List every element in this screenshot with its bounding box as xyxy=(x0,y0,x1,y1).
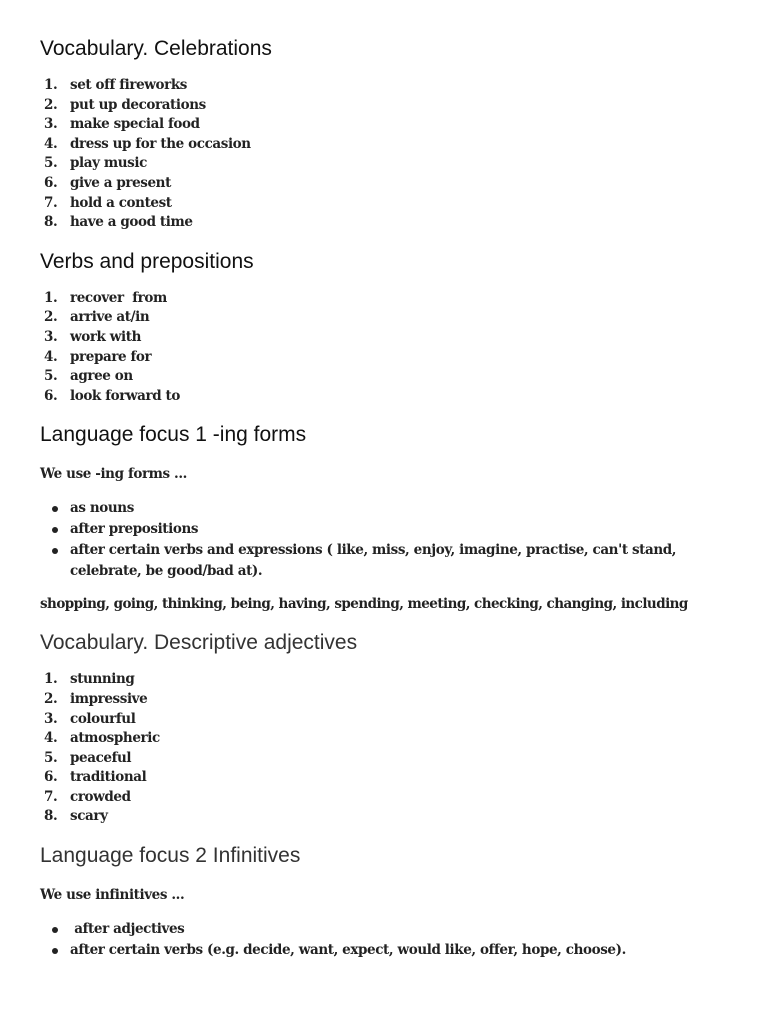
item-text: atmospheric xyxy=(70,730,160,747)
list-item xyxy=(40,76,728,96)
item-text: scary xyxy=(70,808,108,825)
list-item xyxy=(40,729,728,749)
infinitives-intro: We use infinitives ... xyxy=(40,887,185,904)
item-text: peaceful xyxy=(70,749,132,766)
item-number: 7. xyxy=(44,788,58,805)
section-title-celebrations: Vocabulary. Celebrations xyxy=(40,37,272,60)
item-number: 3. xyxy=(44,116,58,133)
item-text: hold a contest xyxy=(70,194,172,211)
list-item xyxy=(40,710,728,730)
item-number: 3. xyxy=(44,328,58,345)
item-text: dress up for the occasion xyxy=(70,135,251,152)
item-text: give a present xyxy=(70,174,171,191)
item-number: 6. xyxy=(44,174,58,191)
item-number: 7. xyxy=(44,194,58,211)
item-text: traditional xyxy=(70,769,147,786)
ing-bullet-list xyxy=(40,498,728,582)
list-item xyxy=(40,690,728,710)
list-item xyxy=(40,96,728,116)
bullet-item xyxy=(40,919,728,940)
verbs-list xyxy=(40,289,728,407)
item-text: prepare for xyxy=(70,348,152,365)
list-item xyxy=(40,289,728,309)
item-text: agree on xyxy=(70,368,133,385)
list-item xyxy=(40,115,728,135)
item-number: 5. xyxy=(44,155,58,172)
list-item xyxy=(40,308,728,328)
bullet-text: after prepositions xyxy=(70,521,199,538)
item-number: 4. xyxy=(44,348,58,365)
bullet-item xyxy=(40,498,728,519)
bullet-dot xyxy=(52,927,58,933)
list-item xyxy=(40,135,728,155)
adjectives-list xyxy=(40,670,728,827)
list-item xyxy=(40,348,728,368)
ing-examples: shopping, going, thinking, being, having, spending, meeting, checking, changing, including xyxy=(40,596,688,613)
list-item xyxy=(40,768,728,788)
list-item xyxy=(40,749,728,769)
item-number: 6. xyxy=(44,769,58,786)
item-text: crowded xyxy=(70,788,131,805)
celebrations-list xyxy=(40,76,728,233)
infinitives-bullet-list xyxy=(40,919,728,961)
item-text: play music xyxy=(70,155,147,172)
item-number: 5. xyxy=(44,749,58,766)
list-item xyxy=(40,807,728,827)
item-text: colourful xyxy=(70,710,136,727)
item-text: recover from xyxy=(70,289,167,306)
item-text: have a good time xyxy=(70,214,193,231)
item-text: stunning xyxy=(70,671,135,688)
item-number: 4. xyxy=(44,135,58,152)
bullet-text: as nouns xyxy=(70,500,134,517)
bullet-text: after certain verbs and expressions ( like, miss, enjoy, imagine, practise, can't stand, celebrate, be good/bad at). xyxy=(70,542,677,580)
list-item xyxy=(40,670,728,690)
item-number: 5. xyxy=(44,368,58,385)
item-text: set off fireworks xyxy=(70,77,187,93)
bullet-item xyxy=(40,519,728,540)
list-item xyxy=(40,387,728,407)
list-item xyxy=(40,367,728,387)
item-number: 3. xyxy=(44,710,58,727)
item-number: 4. xyxy=(44,730,58,747)
item-number: 1. xyxy=(44,671,58,688)
bullet-text: after certain verbs (e.g. decide, want, expect, would like, offer, hope, choose). xyxy=(70,942,626,959)
item-text: put up decorations xyxy=(70,96,206,113)
item-number: 8. xyxy=(44,214,58,231)
item-text: arrive at/in xyxy=(70,309,150,326)
section-title-adjectives: Vocabulary. Descriptive adjectives xyxy=(40,631,358,655)
section-title-verbs: Verbs and prepositions xyxy=(40,249,254,273)
list-item xyxy=(40,213,728,233)
item-text: make special food xyxy=(70,116,200,133)
bullet-dot xyxy=(52,506,58,512)
bullet-text: after adjectives xyxy=(70,921,185,938)
item-number: 2. xyxy=(44,690,58,707)
item-text: work with xyxy=(70,328,141,345)
list-item xyxy=(40,788,728,808)
section-title-ing-forms: Language focus 1 -ing forms xyxy=(40,423,307,447)
item-number: 6. xyxy=(44,387,58,404)
list-item xyxy=(40,154,728,174)
item-number: 1. xyxy=(44,289,58,306)
bullet-dot xyxy=(52,527,58,533)
item-text: impressive xyxy=(70,690,148,707)
item-number: 2. xyxy=(44,96,58,113)
bullet-dot xyxy=(52,548,58,554)
item-number: 8. xyxy=(44,808,58,825)
item-number: 2. xyxy=(44,309,58,326)
ing-intro: We use -ing forms ... xyxy=(40,466,187,483)
list-item xyxy=(40,328,728,348)
bullet-dot xyxy=(52,948,58,954)
list-item xyxy=(40,174,728,194)
section-title-infinitives: Language focus 2 Infinitives xyxy=(40,844,301,868)
list-item xyxy=(40,194,728,214)
bullet-item xyxy=(40,940,728,961)
item-number: 1. xyxy=(44,77,58,93)
item-text: look forward to xyxy=(70,387,180,404)
bullet-item xyxy=(40,540,728,582)
